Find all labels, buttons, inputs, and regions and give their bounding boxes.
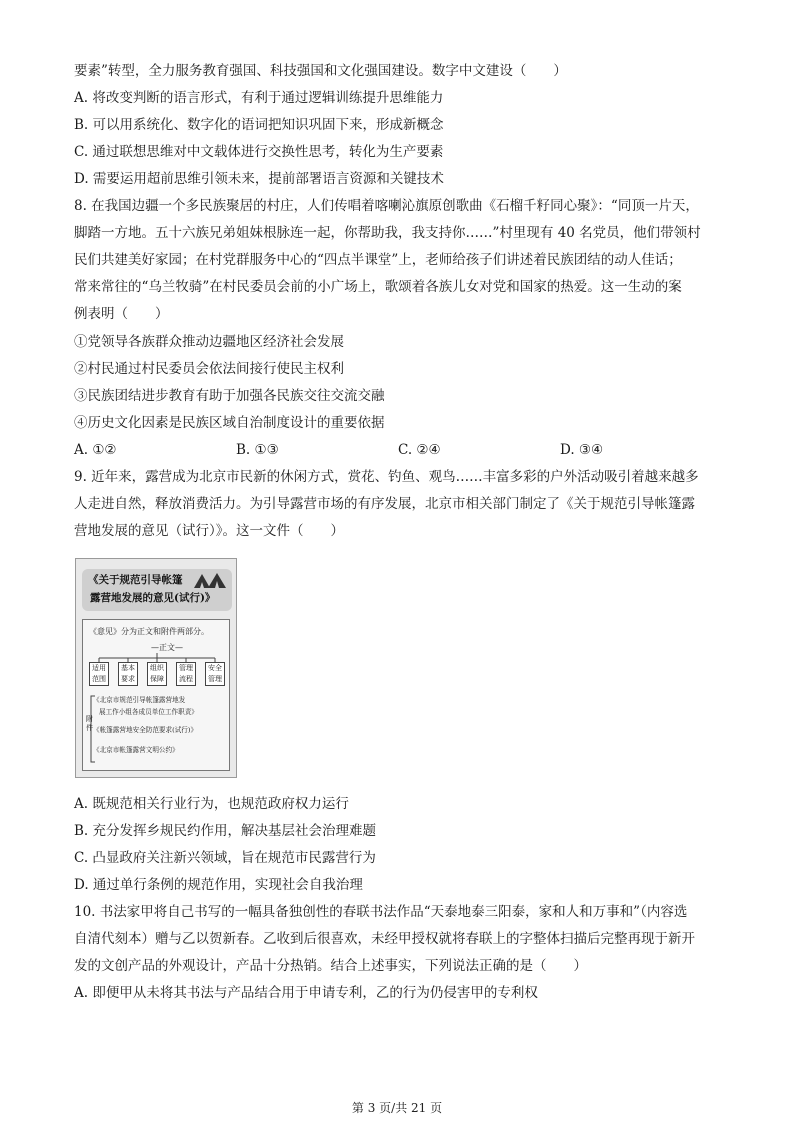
q8-statement-3: ③民族团结进步教育有助于加强各民族交往交流交融 bbox=[74, 388, 385, 404]
figure-header bbox=[82, 569, 232, 611]
q8-choice-c: C. ②④ bbox=[398, 442, 441, 458]
q7-option-c: C. 通过联想思维对中文载体进行交换性思考，转化为生产要素 bbox=[74, 144, 444, 160]
q9-stem-line: 人走进自然，释放消费活力。为引导露营市场的有序发展，北京市相关部门制定了《关于规范引导帐篷露 bbox=[74, 496, 695, 512]
q9-figure bbox=[75, 558, 237, 778]
figure-intro: 《意见》分为正文和附件两部分。 bbox=[89, 627, 209, 636]
figure-attachment: 展工作小组各成员单位工作职责》 bbox=[99, 708, 198, 716]
figure-box-scope: 适用范围 bbox=[89, 662, 109, 686]
q10-stem-line: 自清代刻本）赠与乙以贺新春。乙收到后很喜欢，未经甲授权就将春联上的字整体扫描后完整再现于新开 bbox=[74, 931, 695, 947]
figure-box-safety: 安全管理 bbox=[205, 662, 225, 686]
q8-choices bbox=[74, 441, 734, 459]
q8-choice-a: A. ①② bbox=[74, 442, 117, 458]
figure-body bbox=[82, 619, 230, 771]
q9-option-d: D. 通过单行条例的规范作用，实现社会自我治理 bbox=[74, 877, 363, 893]
figure-main-label: —正文— bbox=[151, 643, 183, 652]
q7-stem-tail: 要素”转型，全力服务教育强国、科技强国和文化强国建设。数字中文建设（ ） bbox=[74, 63, 567, 79]
q9-stem-line: 9. 近年来，露营成为北京市民新的休闲方式，赏花、钓鱼、观鸟……丰富多彩的户外活动吸引着越来越多 bbox=[74, 469, 699, 485]
q8-stem-line: 例表明（ ） bbox=[74, 306, 169, 322]
q10-option-a: A. 即便甲从未将其书法与产品结合用于申请专利，乙的行为仍侵害甲的专利权 bbox=[74, 985, 538, 1001]
q8-choice-d: D. ③④ bbox=[560, 442, 604, 458]
q8-statement-2: ②村民通过村民委员会依法间接行使民主权利 bbox=[74, 361, 344, 377]
q8-choice-b: B. ①③ bbox=[236, 442, 279, 458]
q8-statement-1: ①党领导各族群众推动边疆地区经济社会发展 bbox=[74, 334, 344, 350]
figure-attachment-label: 附件 bbox=[86, 715, 93, 732]
q8-stem-line: 8. 在我国边疆一个多民族聚居的村庄，人们传唱着喀喇沁旗原创歌曲《石榴千籽同心聚》：“同顶一片天， bbox=[74, 198, 699, 214]
figure-box-support: 组织保障 bbox=[147, 662, 167, 686]
q9-option-c: C. 凸显政府关注新兴领域，旨在规范市民露营行为 bbox=[74, 850, 376, 866]
q8-stem-line: 常来常往的“乌兰牧骑”在村民委员会前的小广场上，歌颂着各族儿女对党和国家的热爱。这一生动的案 bbox=[74, 279, 682, 295]
q7-option-d: D. 需要运用超前思维引领未来，提前部署语言资源和关键技术 bbox=[74, 171, 444, 187]
figure-title-line2: 露营地发展的意见(试行)》 bbox=[90, 592, 216, 604]
q8-stem-line: 民们共建美好家园；在村党群服务中心的“四点半课堂”上，老师给孩子们讲述着民族团结的动人佳话； bbox=[74, 252, 682, 268]
q10-stem-line: 10. 书法家甲将自己书写的一幅具备独创性的春联书法作品“天泰地泰三阳泰，家和人和万事和”（内容选 bbox=[74, 904, 688, 920]
figure-box-process: 管理流程 bbox=[176, 662, 196, 686]
q8-stem-line: 脚踏一方地。五十六族兄弟姐妹根脉连一起，你帮助我，我支持你……”村里现有 40 名党员，他们带领村 bbox=[74, 225, 701, 241]
q7-option-b: B. 可以用系统化、数字化的语词把知识巩固下来，形成新概念 bbox=[74, 117, 444, 133]
q9-option-b: B. 充分发挥乡规民约作用，解决基层社会治理难题 bbox=[74, 823, 377, 839]
figure-title-line1: 《关于规范引导帐篷 bbox=[88, 574, 183, 586]
figure-attachment: 《北京市帐篷露营文明公约》 bbox=[93, 746, 179, 754]
q9-option-a: A. 既规范相关行业行为，也规范政府权力运行 bbox=[74, 796, 349, 812]
q8-statement-4: ④历史文化因素是民族区域自治制度设计的重要依据 bbox=[74, 415, 385, 431]
q7-option-a: A. 将改变判断的语言形式，有利于通过逻辑训练提升思维能力 bbox=[74, 90, 444, 106]
figure-box-requirements: 基本要求 bbox=[118, 662, 138, 686]
figure-attachment: 《北京市规范引导帐篷露营地发 bbox=[93, 696, 186, 704]
tent-icon bbox=[192, 571, 228, 589]
figure-attachment: 《帐篷露营地安全防范要求(试行)》 bbox=[93, 726, 198, 734]
page-footer: 第 3 页/共 21 页 bbox=[351, 1101, 443, 1115]
q9-stem-line: 营地发展的意见（试行）》。这一文件（ ） bbox=[74, 523, 344, 539]
q10-stem-line: 发的文创产品的外观设计，产品十分热销。结合上述事实，下列说法正确的是（ ） bbox=[74, 958, 587, 974]
